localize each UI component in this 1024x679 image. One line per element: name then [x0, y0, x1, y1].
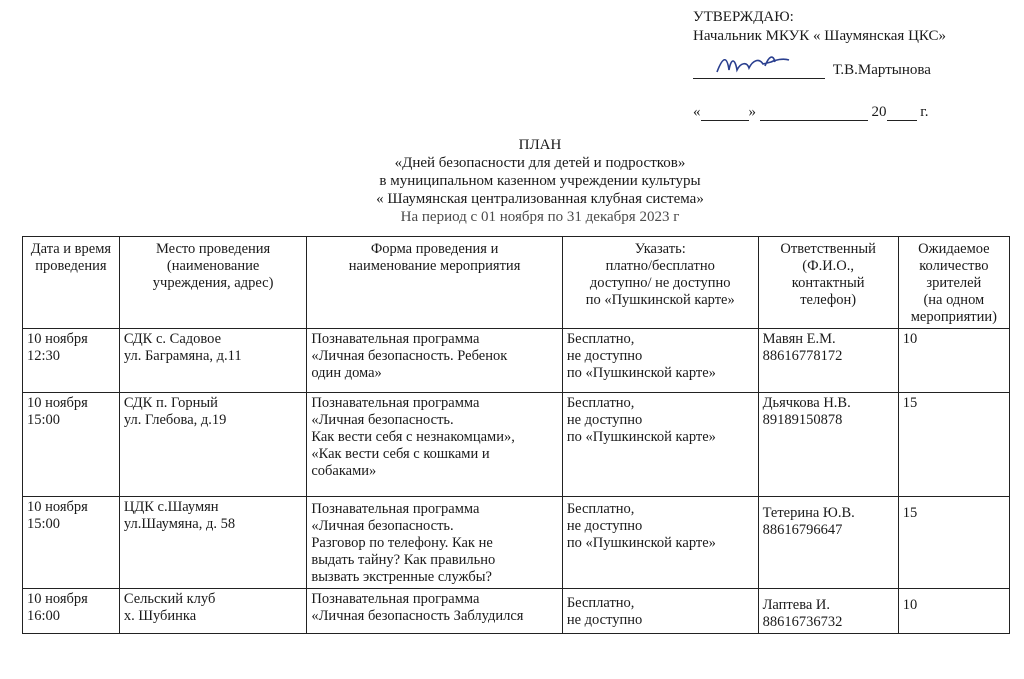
date-close-quote: »	[748, 104, 756, 120]
cell-form: Познавательная программа «Личная безопасность. Разговор по телефону. Как не выдать тайну? Как правильно вызвать экстренные службы?	[307, 497, 563, 589]
signature-field	[693, 64, 825, 79]
cell-responsible: Мавян Е.М. 88616778172	[758, 329, 898, 393]
date-suffix: г.	[920, 104, 929, 120]
cell-responsible: Лаптева И. 88616736732	[758, 589, 898, 634]
table-header-row	[23, 237, 1010, 329]
cell-place: Сельский клуб х. Шубинка	[119, 589, 307, 634]
cell-form: Познавательная программа «Личная безопасность. Как вести себя с незнакомцами», «Как вести себя с кошками и собаками»	[307, 393, 563, 497]
approval-date	[693, 104, 928, 121]
cell-audience: 15	[898, 393, 1009, 497]
cell-responsible: Дьячкова Н.В. 89189150878	[758, 393, 898, 497]
signature-line	[693, 62, 931, 79]
title-line-3: « Шаумянская централизованная клубная система»	[376, 191, 704, 207]
document-title	[260, 136, 820, 226]
cell-responsible: Тетерина Ю.В. 88616796647	[758, 497, 898, 589]
approval-position: Начальник МКУК « Шаумянская ЦКС»	[693, 28, 947, 44]
cell-date: 10 ноября 15:00	[23, 393, 120, 497]
cell-form: Познавательная программа «Личная безопасность Заблудился	[307, 589, 563, 634]
date-year: 20	[871, 104, 887, 120]
title-period: На период с 01 ноября по 31 декабря 2023 г	[400, 209, 680, 225]
table-row	[23, 589, 1010, 634]
header-date: Дата и время проведения	[23, 237, 120, 329]
header-form: Форма проведения и наименование мероприятия	[307, 237, 563, 329]
cell-place: СДК с. Садовое ул. Баграмяна, д.11	[119, 329, 307, 393]
header-responsible: Ответственный (Ф.И.О., контактный телефон)	[758, 237, 898, 329]
date-open-quote: «	[693, 104, 701, 120]
cell-payment: Бесплатно, не доступно	[562, 589, 758, 634]
title-heading: ПЛАН	[518, 137, 562, 153]
header-payment: Указать: платно/бесплатно доступно/ не доступно по «Пушкинской карте»	[562, 237, 758, 329]
cell-form: Познавательная программа «Личная безопасность. Ребенок один дома»	[307, 329, 563, 393]
header-place: Место проведения (наименование учреждения, адрес)	[119, 237, 307, 329]
cell-audience: 10	[898, 329, 1009, 393]
title-line-1: «Дней безопасности для детей и подростков»	[394, 155, 686, 171]
table-row	[23, 497, 1010, 589]
date-day-blank	[701, 106, 749, 121]
table-row	[23, 393, 1010, 497]
cell-audience: 15	[898, 497, 1009, 589]
approval-heading: УТВЕРЖДАЮ:	[693, 9, 794, 25]
title-line-2: в муниципальном казенном учреждении культуры	[379, 173, 701, 189]
header-audience: Ожидаемое количество зрителей (на одном мероприятии)	[898, 237, 1009, 329]
cell-date: 10 ноября 15:00	[23, 497, 120, 589]
events-table	[22, 236, 1010, 634]
cell-payment: Бесплатно, не доступно по «Пушкинской карте»	[562, 393, 758, 497]
cell-date: 10 ноября 12:30	[23, 329, 120, 393]
approval-block	[693, 8, 1013, 46]
cell-place: СДК п. Горный ул. Глебова, д.19	[119, 393, 307, 497]
handwritten-signature	[713, 52, 793, 80]
signer-name: Т.В.Мартынова	[832, 62, 931, 78]
cell-date: 10 ноября 16:00	[23, 589, 120, 634]
table-row	[23, 329, 1010, 393]
cell-payment: Бесплатно, не доступно по «Пушкинской карте»	[562, 497, 758, 589]
cell-audience: 10	[898, 589, 1009, 634]
cell-payment: Бесплатно, не доступно по «Пушкинской карте»	[562, 329, 758, 393]
date-year-blank	[887, 106, 917, 121]
cell-place: ЦДК с.Шаумян ул.Шаумяна, д. 58	[119, 497, 307, 589]
date-month-blank	[760, 106, 868, 121]
